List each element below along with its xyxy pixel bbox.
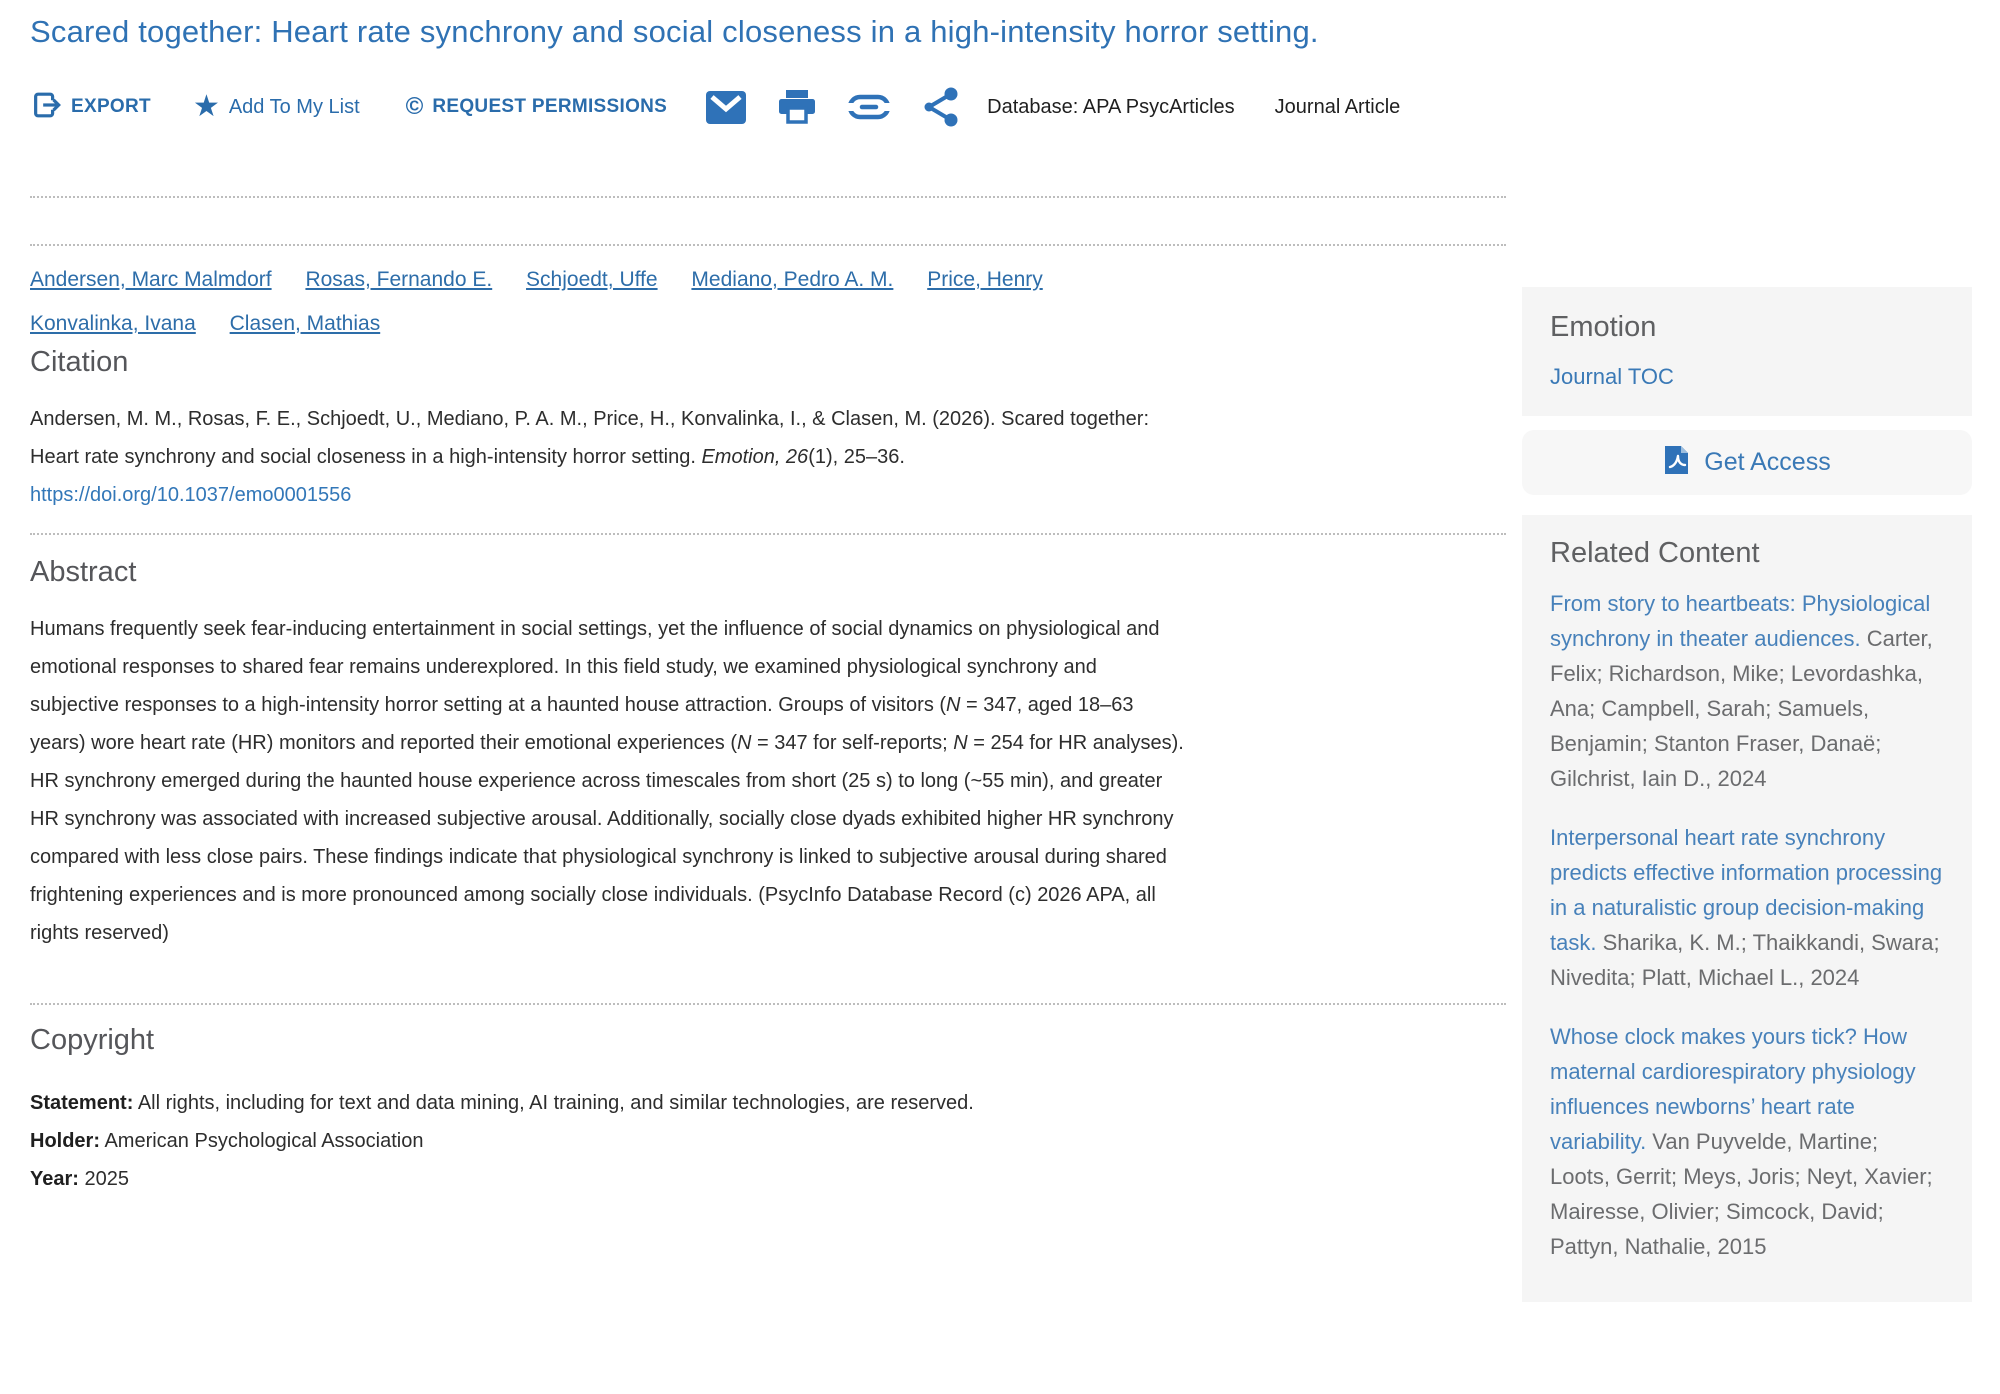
- author-link[interactable]: Clasen, Mathias: [229, 312, 381, 335]
- related-item-link[interactable]: Interpersonal heart rate synchrony predicts effective information processing in a naturalistic group decision-making task.: [1550, 825, 1943, 955]
- copyright-year-row: [30, 1160, 974, 1198]
- statement-label: Statement:: [30, 1092, 134, 1114]
- permalink-icon[interactable]: [847, 88, 891, 126]
- add-to-my-list-label: Add To My List: [228, 95, 360, 118]
- divider: [30, 1003, 1506, 1005]
- abstract-heading: Abstract: [30, 556, 137, 588]
- share-icon[interactable]: [921, 85, 959, 129]
- statement-value: All rights, including for text and data mining, AI training, and similar technologies, are reserved.: [137, 1092, 974, 1114]
- toolbar: [30, 84, 1400, 130]
- copyright-details: [30, 1084, 974, 1198]
- year-value: 2025: [84, 1168, 129, 1190]
- author-link[interactable]: Konvalinka, Ivana: [30, 312, 196, 335]
- star-icon: ★: [192, 90, 220, 123]
- author-link[interactable]: Price, Henry: [927, 268, 1043, 291]
- divider: [30, 533, 1506, 535]
- author-link[interactable]: Schjoedt, Uffe: [526, 268, 658, 291]
- related-item: [1550, 820, 1944, 995]
- journal-title: Emotion: [1550, 311, 1657, 343]
- author-link[interactable]: Rosas, Fernando E.: [305, 268, 493, 291]
- author-list: [30, 258, 1180, 346]
- author-link[interactable]: Andersen, Marc Malmdorf: [30, 268, 272, 291]
- export-label: EXPORT: [71, 96, 151, 117]
- get-access-label: Get Access: [1704, 448, 1831, 476]
- citation-heading: Citation: [30, 346, 129, 378]
- citation-text: [30, 400, 1190, 514]
- export-button[interactable]: [30, 88, 151, 127]
- author-link[interactable]: Mediano, Pedro A. M.: [691, 268, 894, 291]
- doi-link[interactable]: https://doi.org/10.1037/emo0001556: [30, 484, 352, 506]
- holder-label: Holder:: [30, 1130, 100, 1152]
- copyright-heading: Copyright: [30, 1024, 155, 1056]
- related-content-heading: Related Content: [1550, 537, 1760, 569]
- journal-toc-link[interactable]: Journal TOC: [1550, 364, 1674, 389]
- request-permissions-button[interactable]: [406, 95, 667, 119]
- related-item-authors: Sharika, K. M.; Thaikkandi, Swara; Nivedita; Platt, Michael L., 2024: [1550, 930, 1940, 990]
- export-icon: [30, 88, 62, 127]
- sidebar: [1522, 287, 1972, 1302]
- document-type-label: Journal Article: [1274, 95, 1401, 118]
- request-permissions-label: REQUEST PERMISSIONS: [432, 96, 668, 117]
- year-label: Year:: [30, 1168, 79, 1190]
- related-item-link[interactable]: From story to heartbeats: Physiological synchrony in theater audiences.: [1550, 591, 1931, 651]
- page-title: Scared together: Heart rate synchrony and social closeness in a high-intensity horror setting.: [30, 14, 1319, 49]
- related-item: [1550, 586, 1944, 796]
- related-content-panel: [1522, 515, 1972, 1302]
- divider: [30, 244, 1506, 246]
- get-access-button[interactable]: [1522, 430, 1972, 495]
- copyright-icon: ©: [405, 93, 424, 120]
- related-item-link[interactable]: Whose clock makes yours tick? How maternal cardiorespiratory physiology influences newborns’ heart rate variability.: [1550, 1024, 1916, 1154]
- email-icon[interactable]: [705, 88, 747, 126]
- copyright-statement-row: [30, 1084, 974, 1122]
- divider: [30, 196, 1506, 198]
- related-item: [1550, 1019, 1944, 1264]
- related-item-authors: Van Puyvelde, Martine; Loots, Gerrit; Meys, Joris; Neyt, Xavier; Mairesse, Olivier; Simcock, David; Pattyn, Nathalie, 2015: [1550, 1129, 1933, 1259]
- pdf-icon: [1663, 444, 1690, 481]
- copyright-holder-row: [30, 1122, 974, 1160]
- add-to-my-list-button[interactable]: [193, 92, 360, 122]
- abstract-text: Humans frequently seek fear-inducing entertainment in social settings, yet the influence of social dynamics on physiological and emotional responses to shared fear remains underexplored. In this field study, we examined physiological synchrony and subjective responses to a high-intensity horror setting at a haunted house attraction. Groups of visitors (N = 347, aged 18–63 years) wore heart rate (HR) monitors and reported their emotional experiences (N = 347 for self-reports; N = 254 for HR analyses). HR synchrony emerged during the haunted house experience across timescales from short (25 s) to long (~55 min), and greater HR synchrony was associated with increased subjective arousal. Additionally, socially close dyads exhibited higher HR synchrony compared with less close pairs. These findings indicate that physiological synchrony is linked to subjective arousal during shared frightening experiences and is more pronounced among socially close individuals. (PsycInfo Database Record (c) 2026 APA, all rights reserved): [30, 618, 1184, 944]
- journal-panel: [1522, 287, 1972, 416]
- database-label: Database: APA PsycArticles: [987, 95, 1235, 118]
- citation-body: Andersen, M. M., Rosas, F. E., Schjoedt, U., Mediano, P. A. M., Price, H., Konvalinka, I., & Clasen, M. (2026). Scared together: Heart rate synchrony and social closeness in a high-intensity horror setting. Emotion, 26(1), 25–36.: [30, 408, 1150, 468]
- related-item-authors: Carter, Felix; Richardson, Mike; Levordashka, Ana; Campbell, Sarah; Samuels, Benjamin; Stanton Fraser, Danaë; Gilchrist, Iain D., 2024: [1550, 626, 1933, 791]
- holder-value: American Psychological Association: [104, 1130, 424, 1152]
- toolbar-icon-row: [705, 85, 959, 129]
- print-icon[interactable]: [777, 87, 817, 127]
